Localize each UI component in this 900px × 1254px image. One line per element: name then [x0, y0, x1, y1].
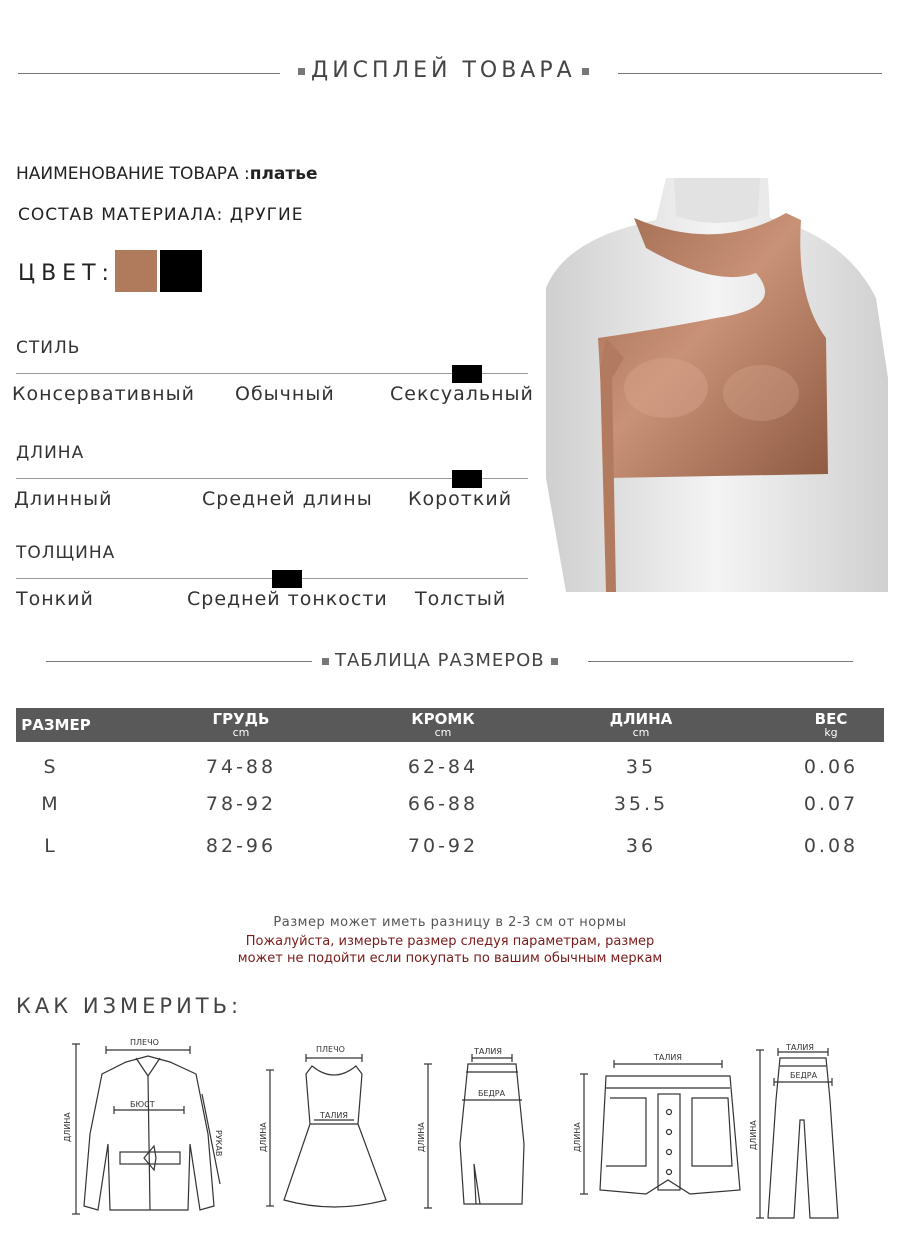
cell-weight: 0.07 — [803, 793, 859, 815]
shorts-diagram — [570, 1050, 750, 1200]
cell-size: L — [44, 835, 58, 857]
label-length: ДЛИНА — [417, 1122, 426, 1152]
label-length: ДЛИНА — [63, 1112, 72, 1142]
square-bullet-icon — [322, 658, 329, 665]
label-length: ДЛИНА — [749, 1120, 758, 1150]
label-shoulder: ПЛЕЧО — [316, 1045, 345, 1054]
cell-size: M — [41, 793, 61, 815]
skirt-diagram — [412, 1044, 542, 1216]
label-shoulder: ПЛЕЧО — [130, 1038, 159, 1047]
jacket-diagram — [58, 1034, 238, 1220]
cell-size: S — [43, 756, 59, 778]
header-weight: ВЕС kg — [814, 710, 848, 739]
cell-length: 36 — [625, 835, 657, 857]
header-bust: ГРУДЬ cm — [212, 710, 270, 739]
label-bust: БЮСТ — [130, 1100, 155, 1109]
label-hips: БЕДРА — [790, 1071, 818, 1080]
product-photo — [546, 178, 888, 592]
length-option-short: Короткий — [408, 488, 513, 510]
label-waist: ТАЛИЯ — [320, 1111, 348, 1120]
thickness-scale-marker — [272, 570, 302, 588]
cell-length: 35 — [625, 756, 657, 778]
style-scale-title: СТИЛЬ — [16, 338, 81, 358]
header-size: РАЗМЕР — [21, 716, 91, 734]
label-length: ДЛИНА — [573, 1122, 582, 1152]
dress-diagram — [258, 1044, 398, 1214]
note-measure-line2: может не подойти если покупать по вашим обычным меркам — [237, 951, 663, 966]
length-scale-marker — [452, 470, 482, 488]
size-table-line-right — [588, 661, 853, 662]
header-line-right — [618, 73, 882, 74]
cell-bust: 74-88 — [205, 756, 277, 778]
note-size-difference: Размер может иметь разницу в 2-3 см от нормы — [273, 915, 627, 930]
label-hips: БЕДРА — [478, 1089, 506, 1098]
cell-bust: 82-96 — [205, 835, 277, 857]
size-table-title: ТАБЛИЦА РАЗМЕРОВ — [316, 650, 564, 671]
cell-bust: 78-92 — [205, 793, 277, 815]
label-length: ДЛИНА — [259, 1122, 268, 1152]
style-option-sexy: Сексуальный — [390, 383, 534, 405]
color-swatch-black[interactable] — [160, 250, 202, 292]
square-bullet-icon — [551, 658, 558, 665]
header-hem: КРОМК cm — [411, 710, 475, 739]
cell-length: 35.5 — [613, 793, 669, 815]
square-bullet-icon — [582, 68, 589, 75]
header-line-left — [18, 73, 280, 74]
length-option-medium: Средней длины — [202, 488, 373, 510]
cell-hem: 70-92 — [407, 835, 479, 857]
product-material: СОСТАВ МАТЕРИАЛА: ДРУГИЕ — [18, 205, 304, 225]
color-label: ЦВЕТ: — [18, 261, 115, 286]
style-option-casual: Обычный — [235, 383, 335, 405]
pants-diagram — [746, 1040, 846, 1222]
style-scale-marker — [452, 365, 482, 383]
product-name: НАИМЕНОВАНИЕ ТОВАРА :платье — [16, 164, 318, 184]
length-scale-title: ДЛИНА — [16, 443, 85, 463]
label-waist: ТАЛИЯ — [654, 1053, 682, 1062]
thickness-option-thick: Толстый — [415, 588, 507, 610]
header-title: ДИСПЛЕЙ ТОВАРА — [292, 58, 595, 83]
thickness-option-thin: Тонкий — [16, 588, 94, 610]
cell-weight: 0.08 — [803, 835, 859, 857]
style-option-conservative: Консервативный — [12, 383, 195, 405]
cell-hem: 66-88 — [407, 793, 479, 815]
cell-hem: 62-84 — [407, 756, 479, 778]
size-table-line-left — [46, 661, 312, 662]
square-bullet-icon — [298, 68, 305, 75]
note-measure-line1: Пожалуйста, измерьте размер следуя параметрам, размер — [245, 934, 655, 949]
color-swatch-brown[interactable] — [115, 250, 157, 292]
length-option-long: Длинный — [14, 488, 113, 510]
thickness-scale-title: ТОЛЩИНА — [16, 543, 116, 563]
size-table-header — [16, 708, 884, 742]
how-to-measure-title: КАК ИЗМЕРИТЬ: — [16, 994, 243, 1018]
cell-weight: 0.06 — [803, 756, 859, 778]
header-length: ДЛИНА cm — [609, 710, 673, 739]
label-sleeve: РУКАВ — [214, 1130, 223, 1157]
label-waist: ТАЛИЯ — [474, 1047, 502, 1056]
thickness-option-medium: Средней тонкости — [187, 588, 388, 610]
label-waist: ТАЛИЯ — [786, 1043, 814, 1052]
